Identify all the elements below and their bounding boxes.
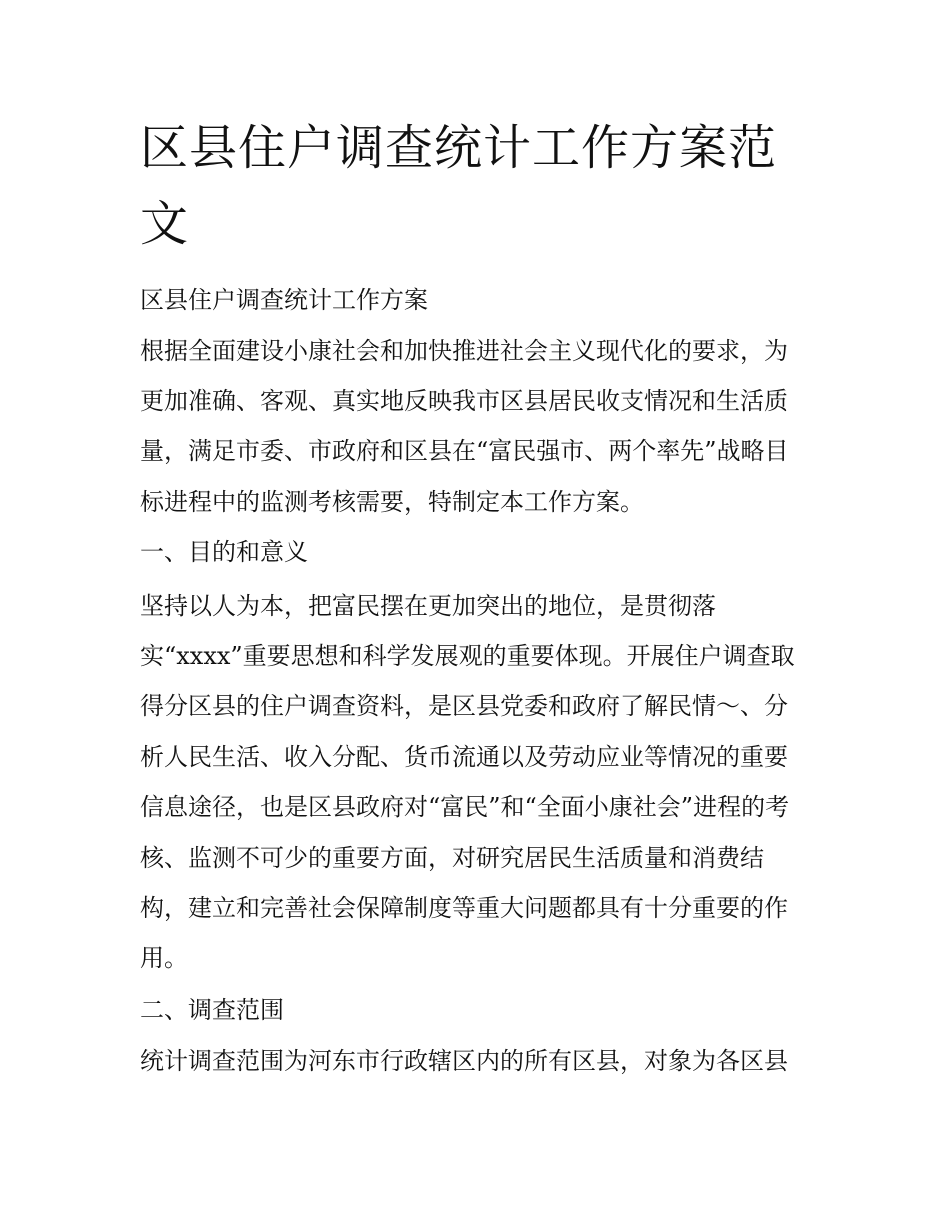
- paragraph-line: 坚持以人为本，把富民摆在更加突出的地位，是贯彻落: [140, 592, 716, 620]
- subtitle: 区县住户调查统计工作方案: [140, 286, 428, 314]
- document-title: 区县住户调查统计工作方案范文: [140, 120, 778, 252]
- paragraph-line: 标进程中的监测考核需要，特制定本工作方案。: [140, 488, 644, 516]
- paragraph-line: 用。: [140, 944, 188, 972]
- section-heading: 一、目的和意义: [140, 538, 308, 566]
- paragraph-line: 根据全面建设小康社会和加快推进社会主义现代化的要求，为: [140, 337, 788, 365]
- paragraph-line: 核、监测不可少的重要方面，对研究居民生活质量和消费结: [140, 844, 764, 872]
- paragraph-line: 实“xxxx”重要思想和科学发展观的重要体现。开展住户调查取: [140, 642, 795, 670]
- paragraph-line: 析人民生活、收入分配、货币流通以及劳动应业等情况的重要: [140, 743, 788, 771]
- paragraph-line: 得分区县的住户调查资料，是区县党委和政府了解民情～、分: [140, 692, 788, 720]
- paragraph-line: 量，满足市委、市政府和区县在“富民强市、两个率先”战略目: [140, 437, 789, 465]
- paragraph-line: 统计调查范围为河东市行政辖区内的所有区县，对象为各区县: [140, 1047, 788, 1075]
- paragraph-line: 更加准确、客观、真实地反映我市区县居民收支情况和生活质: [140, 387, 788, 415]
- section-heading: 二、调查范围: [140, 996, 284, 1024]
- paragraph-line: 构，建立和完善社会保障制度等重大问题都具有十分重要的作: [140, 894, 788, 922]
- paragraph-line: 信息途径，也是区县政府对“富民”和“全面小康社会”进程的考: [140, 793, 790, 821]
